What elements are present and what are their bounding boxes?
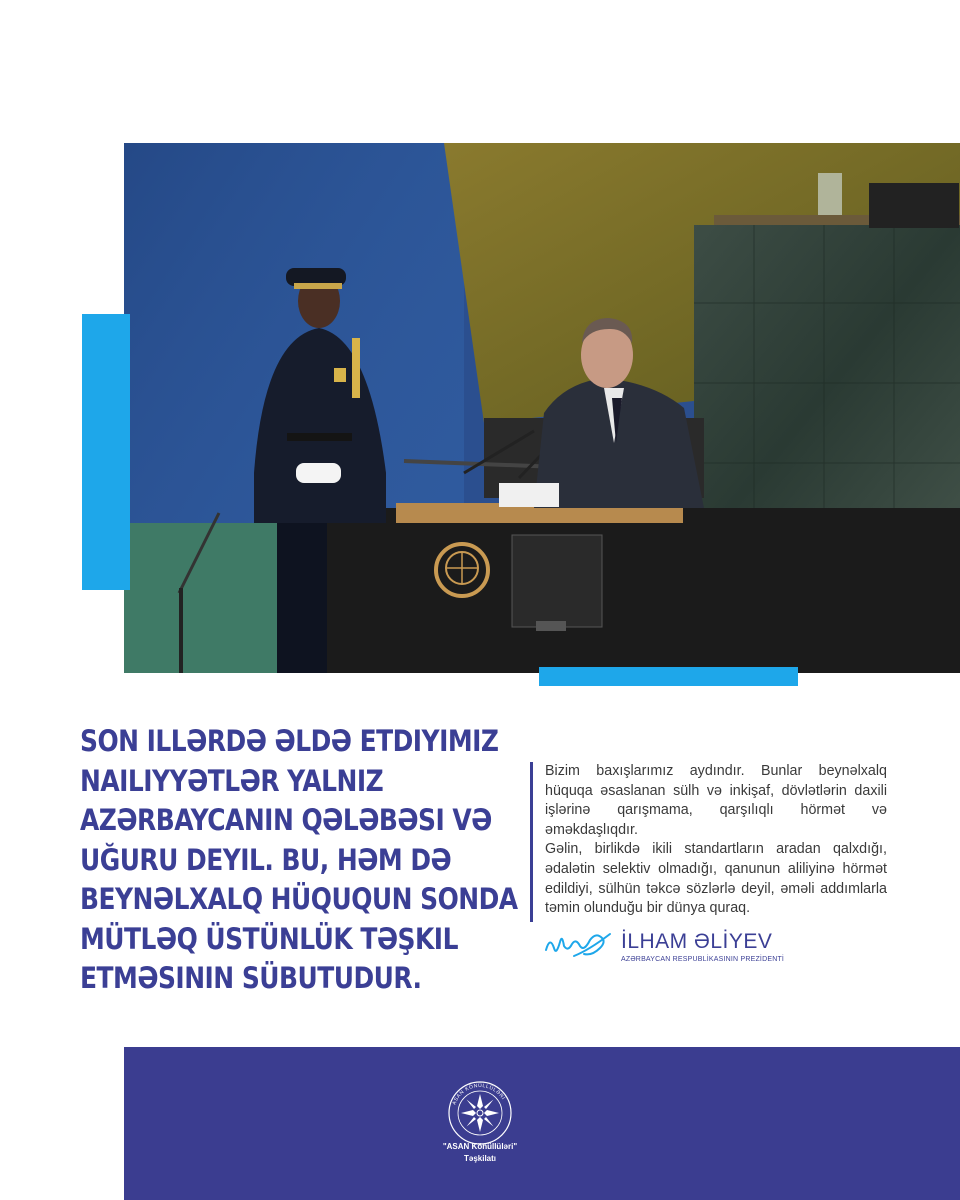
org-name: "ASAN Könüllüləri": [442, 1142, 518, 1151]
headline-line: ETMƏSININ SÜBUTUDUR.: [80, 961, 422, 995]
headline-line: SON ILLƏRDƏ ƏLDƏ ETDIYIMIZ: [80, 724, 499, 758]
quote-rule: [530, 762, 533, 922]
headline-line: NAILIYYƏTLƏR YALNIZ: [80, 763, 384, 798]
quote-text: [545, 762, 887, 919]
signature-icon: [544, 926, 614, 962]
headline: [80, 722, 518, 999]
headline-line: BEYNƏLXALQ HÜQUQUN SONDA: [80, 882, 518, 916]
quote-paragraph: Gəlin, birlikdə ikili standartların aradan qalxdığı, ədalətin selektiv olmadığı, qanunun aliliyinə hörmət edildiyi, sülhün təkcə sözlərlə deyil, əməli addımlarla təmin olunduğu bir dünya quraq.: [545, 841, 887, 917]
footer-band: [124, 1047, 960, 1200]
asan-konullulari-logo: [445, 1078, 515, 1148]
quote-paragraph: Bizim baxışlarımız aydındır. Bunlar beynəlxalq hüquqa əsaslanan sülh və inkişaf, dövlətlərin daxili işlərinə qarışmama, qarşılıqlı hörmət və əməkdaşlıqdır.: [545, 763, 887, 838]
speech-photo: [124, 143, 960, 673]
org-type: Təşkilatı: [463, 1154, 496, 1163]
headline-line: UĞURU DEYIL. BU, HƏM DƏ: [80, 842, 452, 877]
signature-name: İLHAM ƏLİYEV: [621, 930, 773, 953]
headline-line: AZƏRBAYCANIN QƏLƏBƏSI VƏ: [80, 803, 492, 837]
headline-line: MÜTLƏQ ÜSTÜNLÜK TƏŞKIL: [80, 921, 458, 956]
logo-ring-text: ASAN KÖNÜLLÜLƏRİ: [451, 1082, 507, 1106]
signature-title: AZƏRBAYCAN RESPUBLİKASININ PREZİDENTİ: [621, 956, 785, 963]
accent-bar-left: [82, 314, 130, 590]
accent-bar-bottom: [539, 667, 798, 686]
